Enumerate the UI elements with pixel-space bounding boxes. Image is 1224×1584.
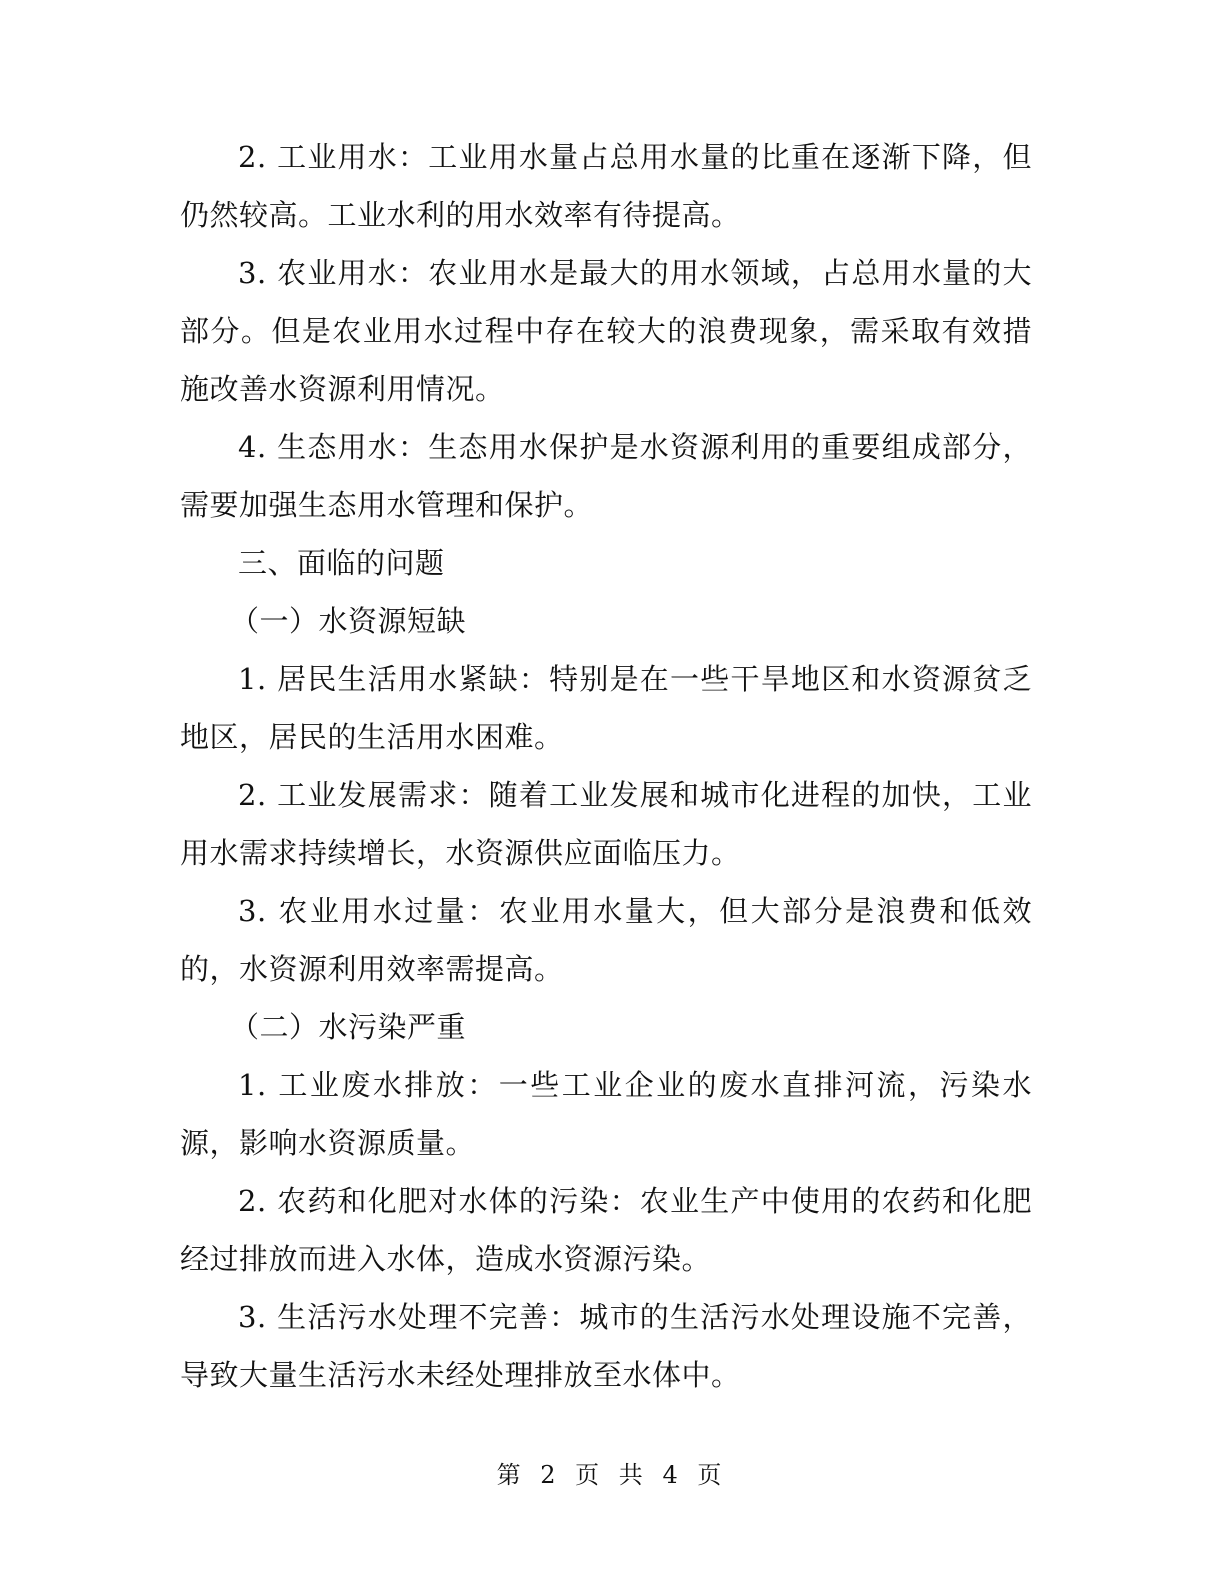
paragraph-industrial-water: 2. 工业用水：工业用水量占总用水量的比重在逐渐下降，但仍然较高。工业水利的用水效率有待提高。 (180, 140, 1032, 232)
paragraph-sewage-treatment: 3. 生活污水处理不完善：城市的生活污水处理设施不完善，导致大量生活污水未经处理排放至水体中。 (180, 1300, 1032, 1392)
paragraph-industrial-wastewater: 1. 工业废水排放：一些工业企业的废水直排河流，污染水源，影响水资源质量。 (180, 1068, 1032, 1160)
paragraph-residential-water-shortage: 1. 居民生活用水紧缺：特别是在一些干旱地区和水资源贫乏地区，居民的生活用水困难。 (180, 662, 1032, 754)
paragraph-industrial-demand: 2. 工业发展需求：随着工业发展和城市化进程的加快，工业用水需求持续增长，水资源供应面临压力。 (180, 778, 1032, 870)
subsection-heading-water-pollution: （二）水污染严重 (230, 1010, 467, 1044)
document-body (180, 128, 1032, 1404)
section-heading-problems: 三、面临的问题 (238, 546, 445, 580)
subsection-heading-water-shortage: （一）水资源短缺 (230, 604, 467, 638)
paragraph-pesticide-fertilizer-pollution: 2. 农药和化肥对水体的污染：农业生产中使用的农药和化肥经过排放而进入水体，造成水资源污染。 (180, 1184, 1032, 1276)
paragraph-agricultural-overuse: 3. 农业用水过量：农业用水量大，但大部分是浪费和低效的，水资源利用效率需提高。 (180, 894, 1032, 986)
paragraph-ecological-water: 4. 生态用水：生态用水保护是水资源利用的重要组成部分，需要加强生态用水管理和保护。 (180, 430, 1032, 522)
page-number-footer: 第 2 页 共 4 页 (496, 1461, 728, 1489)
paragraph-agricultural-water: 3. 农业用水：农业用水是最大的用水领域，占总用水量的大部分。但是农业用水过程中存在较大的浪费现象，需采取有效措施改善水资源利用情况。 (180, 256, 1032, 406)
